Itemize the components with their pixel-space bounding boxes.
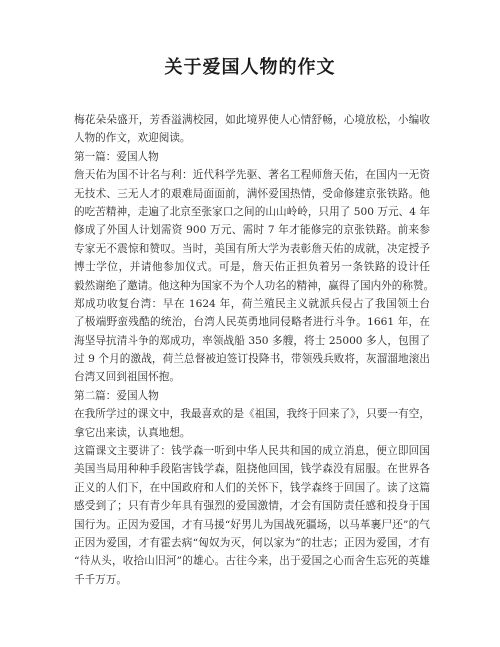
body-line: 在我所学过的课文中，我最喜欢的是《祖国，我终于回来了》，只要一有空，	[74, 408, 430, 421]
body-line: 博士学位，并请他参加仪式。可是，詹天佑正担负着另一条铁路的设计任	[74, 261, 430, 274]
body-line: 正因为爱国，才有霍去病“匈奴为灭，何以家为”的壮志；正因为爱国，才有	[74, 536, 430, 549]
body-line: 第一篇：爱国人物	[74, 150, 159, 163]
body-line: 詹天佑为国不计名与利：近代科学先驱、著名工程师詹天佑，在国内一无资	[74, 169, 430, 182]
body-line: 海坚导抗清斗争的郑成功，率领战船 350 多艘，将士 25000 多人，包围了	[74, 334, 430, 347]
body-line: 郑成功收复台湾：早在 1624 年，荷兰殖民主义就派兵侵占了我国领土台	[74, 297, 430, 310]
body-line: 人物的作文，欢迎阅读。	[74, 132, 191, 145]
body-line: 美国当局用种种手段陷害钱学森，阻挠他回国，钱学森没有屈服。在世界各	[74, 463, 430, 476]
body-line: 这篇课文主要讲了：钱学森一听到中华人民共和国的成立消息，便立即回国	[74, 445, 430, 458]
body-line: 第二篇：爱国人物	[74, 389, 159, 402]
body-line: “待从头，收拾山旧河”的雄心。古往今来，出于爱国之心而舍生忘死的英雄	[74, 555, 430, 568]
body-line: 正义的人们下，在中国政府和人们的关怀下，钱学森终于回国了。读了这篇	[74, 481, 430, 494]
body-line: 毅然谢绝了邀请。他这种为国家不为个人功名的精神，赢得了国内外的称赞。	[74, 279, 435, 292]
body-line: 专家无不震惊和赞叹。当时，美国有所大学为表彰詹天佑的成就，决定授予	[74, 242, 430, 255]
document-body	[74, 111, 435, 589]
body-line: 梅花朵朵盛开，芳香溢满校园，如此境界使人心情舒畅，心境放松，小编收	[74, 114, 430, 126]
document-title: 关于爱国人物的作文	[164, 57, 336, 78]
body-line: 修成了外国人计划需资 900 万元、需时 7 年才能修完的京张铁路。前来参	[74, 224, 430, 237]
body-line: 无技术、三无人才的艰难局面面前，满怀爱国热情，受命修建京张铁路。他	[74, 187, 430, 200]
body-line: 千千万万。	[74, 573, 127, 586]
body-line: 拿它出来读，认真地想。	[74, 426, 191, 439]
body-line: 的吃苦精神，走遍了北京至张家口之间的山山岭岭，只用了 500 万元、4 年	[74, 205, 430, 218]
body-line: 过 9 个月的激战，荷兰总督被迫签订投降书，带领残兵败将，灰溜溜地滚出	[74, 353, 430, 366]
body-line: 了极端野蛮残酷的统治，台湾人民英勇地同侵略者进行斗争。1661 年，在	[74, 316, 430, 329]
body-line: 感受到了；只有青少年具有强烈的爱国激情，才会有国防责任感和投身于国	[74, 500, 430, 513]
body-line: 国行为。正因为爱国，才有马援“好男儿为国战死疆场，以马革裹尸还”的气	[74, 518, 430, 531]
body-line: 台湾又回到祖国怀抱。	[74, 371, 180, 384]
